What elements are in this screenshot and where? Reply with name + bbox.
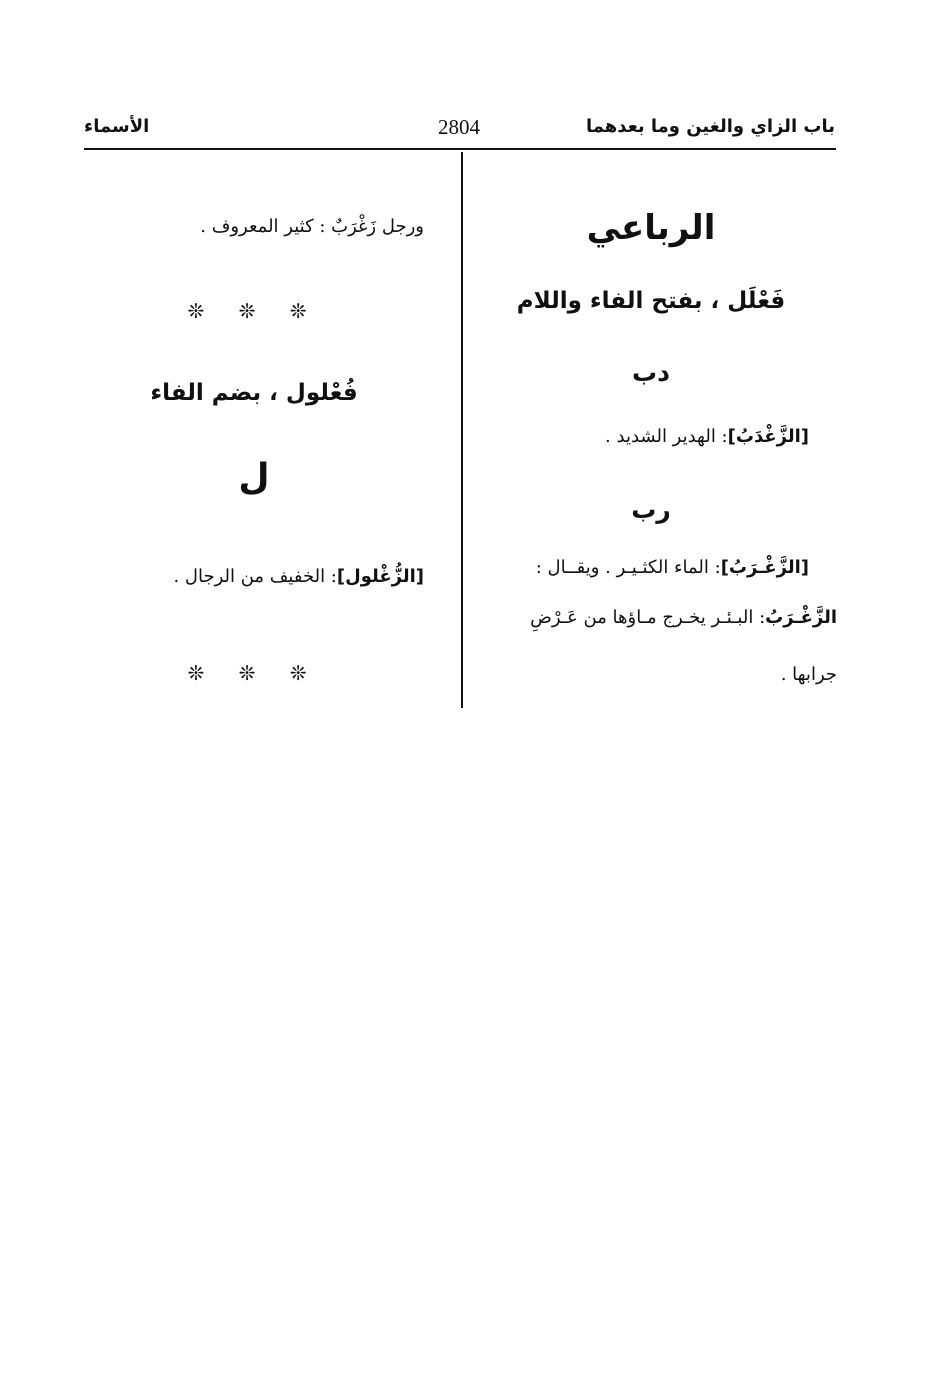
pattern-title: فُعْلول ، بضم الفاء [150, 380, 358, 406]
entry-headword: [الزُّغْلول] [336, 566, 424, 587]
entry-definition: : الماء الكثـيـر . ويقــال : [535, 557, 721, 578]
column-divider [461, 152, 463, 708]
pattern-title: فَعْلَل ، بفتح الفاء واللام [516, 288, 786, 314]
dictionary-entry: ورجل زَغْرَبٌ : كثير المعروف . [200, 216, 424, 237]
page-number: 2804 [438, 115, 480, 139]
section-title: الرباعي [586, 208, 716, 248]
dictionary-entry [536, 553, 809, 583]
entry-definition: : البـئـر يخـرج مـاؤها من عَـرْضِ [530, 607, 766, 628]
root-heading: ل [238, 457, 270, 498]
section-label: الأسماء [84, 116, 150, 137]
entry-definition: : الخفيف من الرجال . [173, 566, 337, 587]
dictionary-entry [605, 422, 809, 452]
entry-headword: [الزَّغْدَبُ] [727, 426, 809, 447]
entry-continuation [530, 603, 837, 633]
header-rule [84, 148, 836, 150]
root-heading: دب [632, 358, 670, 387]
entry-headword: [الزَّغْـرَبُ] [720, 557, 809, 578]
entry-definition: : الهدير الشديد . [605, 426, 728, 447]
chapter-title: باب الزاي والغين وما بعدهما [585, 116, 835, 137]
dictionary-entry [173, 562, 424, 592]
section-separator: ❊ ❊ ❊ [187, 661, 321, 685]
entry-continuation: جرابها . [780, 664, 837, 685]
entry-headword: الزَّغْـرَبُ [765, 607, 837, 628]
root-heading: رب [631, 495, 671, 524]
section-separator: ❊ ❊ ❊ [187, 299, 321, 323]
